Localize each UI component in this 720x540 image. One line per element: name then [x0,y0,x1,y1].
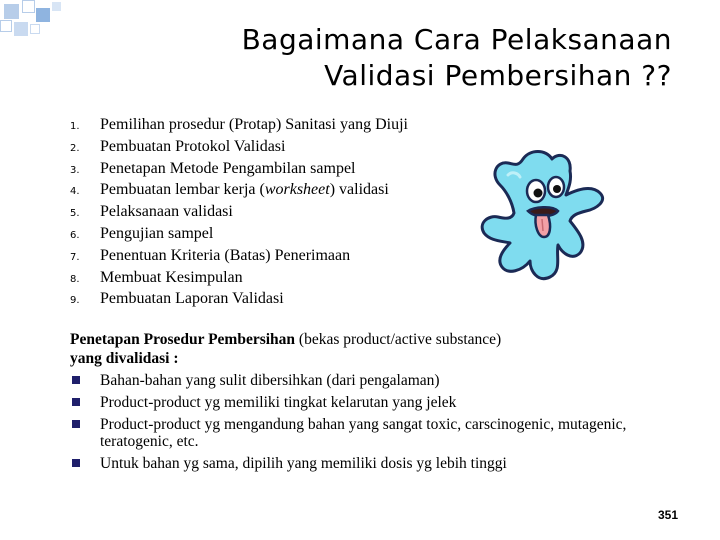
step-number: 8. [70,273,80,285]
bullet-item [70,455,670,472]
step-item [70,137,470,159]
step-number: 3. [70,164,80,176]
step-number: 5. [70,208,80,220]
step-item [70,180,470,202]
deco-square [14,22,28,36]
deco-square [30,24,40,34]
step-number: 9. [70,295,80,307]
step-number: 7. [70,251,80,263]
step-item [70,246,470,268]
step-item [70,202,470,224]
page-number: 351 [657,508,678,522]
step-text: Pemilihan prosedur (Protap) Sanitasi yang Diuji [100,116,408,133]
bullet-text: Bahan-bahan yang sulit dibersihkan (dari pengalaman) [100,372,440,389]
bullet-text: Product-product yg memiliki tingkat kelarutan yang jelek [100,394,457,411]
step-text: Pelaksanaan validasi [100,203,233,221]
deco-square [22,0,35,13]
step-item [70,268,470,290]
square-bullet-icon [72,376,80,384]
bullet-item [70,372,670,389]
step-text [100,180,389,200]
square-bullet-icon [72,398,80,406]
step-text: Penentuan Kriteria (Batas) Penerimaan [100,246,351,264]
step-text-emphasis: worksheet [264,181,330,199]
deco-square [4,4,19,19]
step-number: 4. [70,186,80,198]
step-text-pre: Pembuatan lembar kerja ( [100,181,265,199]
section-heading [70,330,670,349]
step-item [70,115,470,137]
step-number: 2. [70,142,80,154]
step-text: Membuat Kesimpulan [100,268,243,286]
step-number: 6. [70,229,80,241]
corner-decoration [0,0,70,50]
step-text-post: ) validasi [329,181,389,199]
step-item [70,289,470,311]
bullet-text: Untuk bahan yg sama, dipilih yang memiliki dosis yg lebih tinggi [100,455,507,472]
deco-square [0,20,12,32]
bullet-text: Product-product yg mengandung bahan yang sangat toxic, carscinogenic, mutagenic, teratogenic, etc. [100,416,627,450]
step-text: Pembuatan Laporan Validasi [100,290,284,308]
step-text: Penetapan Metode Pengambilan sampel [100,159,356,177]
step-item [70,224,470,246]
deco-square [52,2,61,11]
steps-list [70,115,470,311]
bullet-item [70,394,670,411]
square-bullet-icon [72,459,80,467]
title-line-2: Validasi Pembersihan ?? [324,59,672,92]
step-text: Pembuatan Protokol Validasi [100,137,286,155]
deco-square [36,8,50,22]
slide-title [152,22,672,94]
section-heading-line-2: yang divalidasi : [70,350,179,367]
bullet-list [70,372,670,472]
title-line-1: Bagaimana Cara Pelaksanaan [241,23,672,56]
step-item [70,159,470,181]
section-heading-bold: Penetapan Prosedur Pembersihan [70,331,296,348]
step-text: Pengujian sampel [100,224,214,242]
blue-ghost-monster-icon [468,145,618,290]
step-number: 1. [70,121,80,132]
cleaning-procedure-section [70,330,670,477]
section-heading-paren: (bekas product/active substance) [295,331,502,348]
bullet-item [70,416,670,450]
square-bullet-icon [72,420,80,428]
